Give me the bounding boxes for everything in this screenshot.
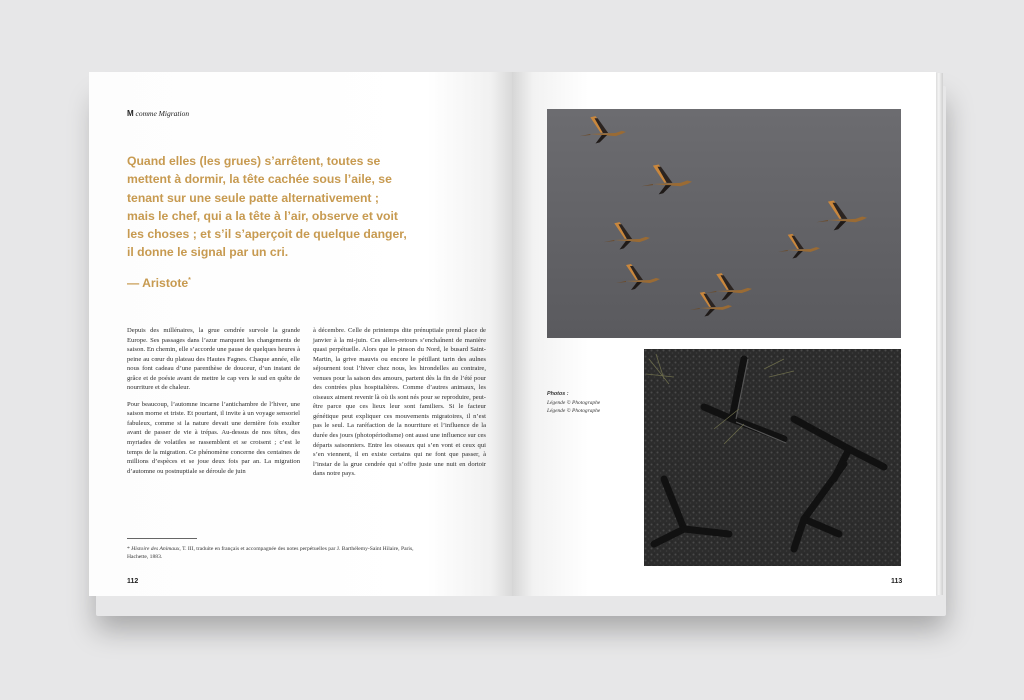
caption-line: Légende © Photographe: [547, 399, 601, 406]
footprints-drawing: [644, 349, 901, 566]
flying-cranes-photo: [547, 109, 901, 338]
crane-icon: [604, 222, 650, 249]
caption-line: Légende © Photographe: [547, 408, 601, 415]
crane-icon: [778, 234, 820, 259]
caption-title: Photos :: [547, 391, 569, 397]
footnote-mark: *: [127, 546, 130, 552]
pull-quote: Quand elles (les grues) s’arrêtent, toutes se mettent à dormir, la tête cachée sous l’aile, se tenant sur une seule patte alternativement ; mais le chef, qui a la tête à l’air, observe et voit les choses ; et s’il s’aperçoit de quelque danger, il donne le signal par un cri.: [127, 154, 407, 260]
cranes-drawing: [547, 109, 901, 338]
footnote-rule: [127, 538, 197, 539]
running-head: [127, 109, 189, 118]
page-number-left: 112: [127, 578, 139, 585]
body-paragraph: à décembre. Celle de printemps dite prénuptiale prend place de janvier à la mi-juin. Ces allers-retours s’enchaînent de manière quasi perpétuelle. Alors que le pinson du Nord, le busard Saint-Martin, la grive mauvis ou encore le pétillant tarin des aulnes séjournent tout l’hiver chez nous, les hirondelles au contraire, venues pour la saison des amours, partent dès la fin de l’été pour des contrées plus hospitalières. Comme d’autres animaux, les oiseaux aiment revenir là où ils sont nés pour se reproduire, peut-être parce que ces lieux leur sont familiers. Si le facteur génétique peut expliquer ces mouvements migratoires, il n’est pas le seul. La raréfaction de la nourriture et l’influence de la durée des jours (photopériodisme) ont aussi une influence sur ces départs saisonniers. Entre les oiseaux qui s’en vont et ceux qui s’en viennent, il en existe certains qui ne font que passer, à l’instar de la grue cendrée qui s’offre juste une nuit en dortoir dans notre pays.: [313, 327, 486, 478]
photo-caption: [547, 390, 600, 416]
bird-footprints-photo: [644, 349, 901, 566]
body-column-2: [313, 326, 486, 486]
page-number-right: 113: [891, 578, 903, 585]
page-edge: [936, 73, 943, 595]
crane-icon: [641, 164, 692, 194]
body-paragraph: Depuis des millénaires, la grue cendrée survole la grande Europe. Ses passages dans l’azur marquent les changements de saison. En chemin, elle s’accorde une pause de quelques heures à peine au cœur du plateau des Hautes Fagnes. Chaque année, elle nous font cadeau d’une parenthèse de douceur, d’un instant de grâce et de poésie avant de mettre le cap vers le sud en quête de nourriture et de chaleur.: [127, 327, 300, 392]
crane-icon: [580, 116, 626, 143]
attribution-text: — Aristote: [127, 276, 189, 290]
crane-icon: [616, 264, 660, 290]
footnote: [127, 545, 422, 561]
crane-icon: [816, 200, 867, 230]
crane-icon: [706, 273, 752, 300]
body-column-1: [127, 326, 300, 483]
running-head-letter: M: [127, 109, 134, 118]
footnote-text: , T. III, traduite en français et accompagnée des notes perpétuelles par J. Barthélemy-Saint Hilaire, Paris, Hachette, 1883.: [127, 546, 414, 560]
running-head-word: comme Migration: [135, 109, 190, 118]
quote-attribution: [127, 276, 191, 290]
footnote-title: Histoire des Animaux: [131, 546, 180, 552]
body-paragraph: Pour beaucoup, l’automne incarne l’antichambre de l’hiver, une saison morne et triste. Et pourtant, il invite à un voyage sensoriel fabuleux, comme si la nature devait une dernière fois exulter avant de passer de vie à trépas. Au-dessus de nos têtes, des myriades de volatiles se rassemblent et se croisent ; c’est le temps de la migration. Ce phénomène concerne des centaines de millions d’espèces et se joue deux fois par an. La migration d’automne ou postnuptiale se déroule de juin: [127, 400, 300, 475]
attribution-footnote-mark: *: [188, 276, 191, 284]
